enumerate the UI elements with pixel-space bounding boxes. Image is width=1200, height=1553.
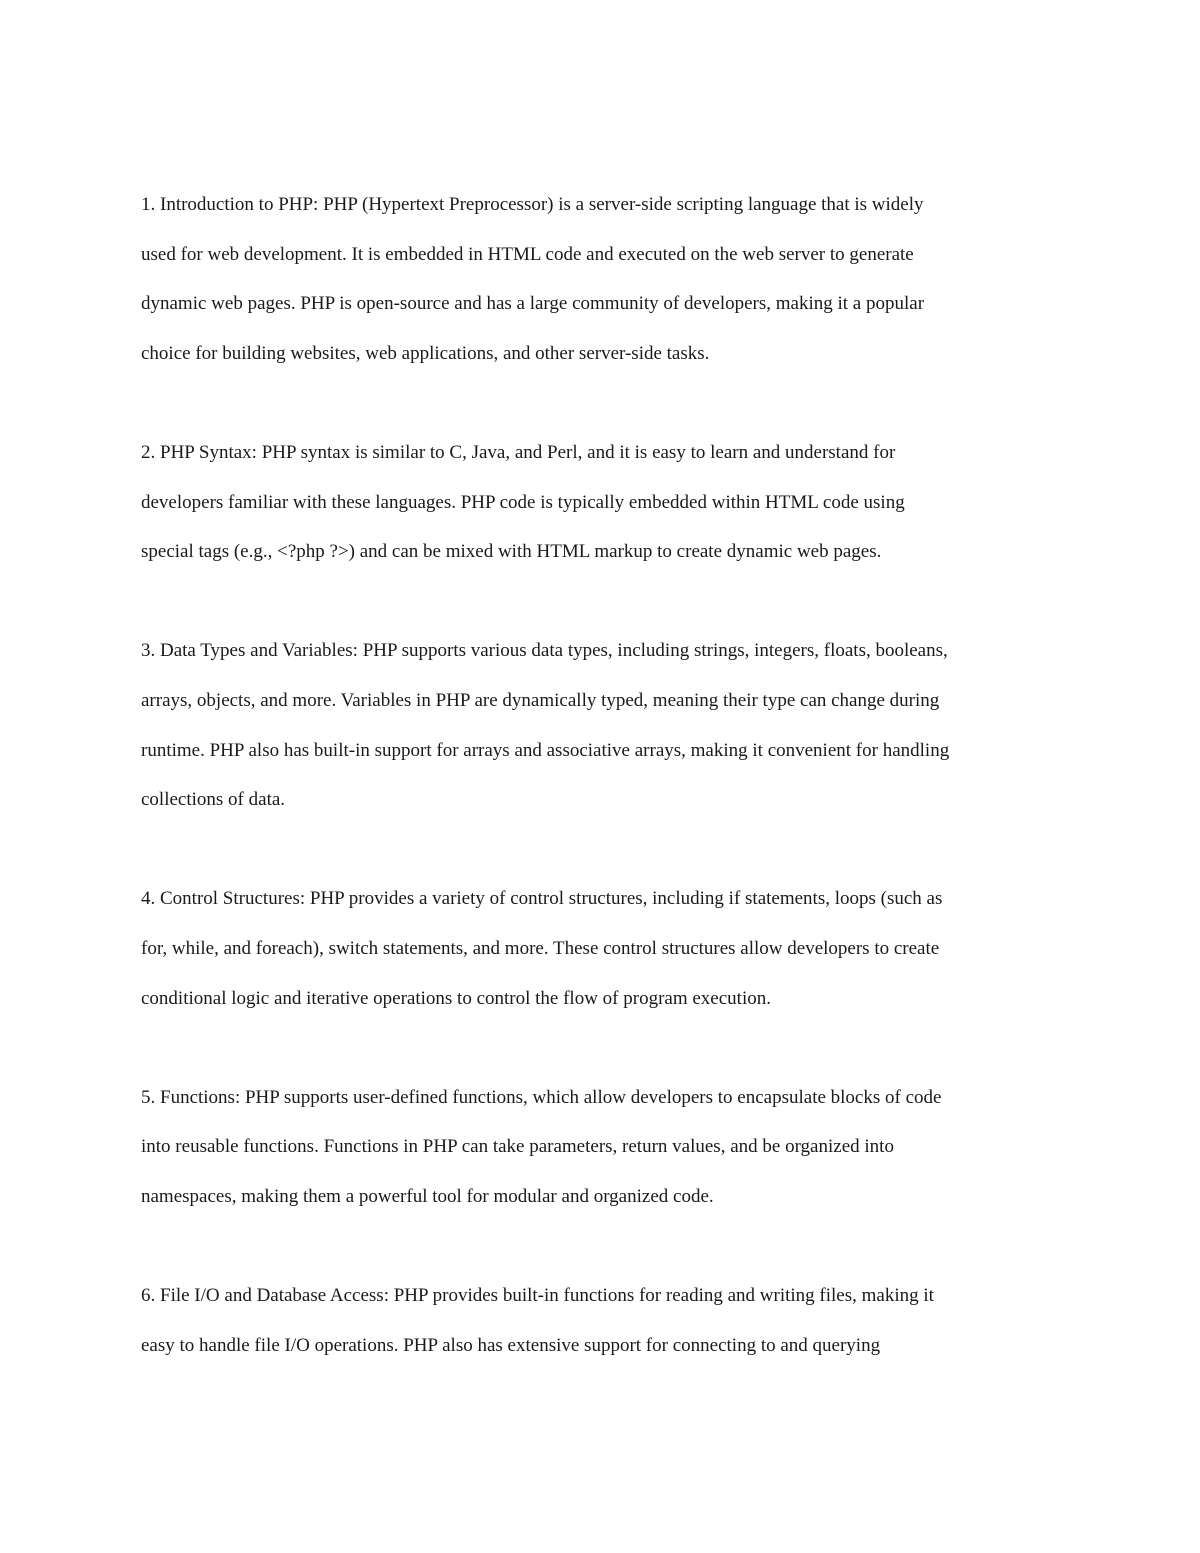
paragraph-line: developers familiar with these languages. PHP code is typically embedded within HTML code using	[141, 491, 905, 513]
paragraph-line: 2. PHP Syntax: PHP syntax is similar to C, Java, and Perl, and it is easy to learn and understand for	[141, 441, 896, 463]
paragraph-data-types	[141, 626, 1066, 824]
paragraph-introduction	[141, 180, 1066, 378]
paragraph-line: runtime. PHP also has built-in support for arrays and associative arrays, making it convenient for handling	[141, 739, 950, 761]
paragraph-control-structures	[141, 874, 1066, 1023]
paragraph-line: dynamic web pages. PHP is open-source and has a large community of developers, making it a popular	[141, 293, 925, 315]
paragraph-line: conditional logic and iterative operations to control the flow of program execution.	[141, 987, 771, 1009]
paragraph-line: special tags (e.g., <?php ?>) and can be mixed with HTML markup to create dynamic web pages.	[141, 541, 882, 563]
paragraph-line: for, while, and foreach), switch statements, and more. These control structures allow developers to create	[141, 937, 940, 959]
paragraph-file-io	[141, 1271, 1066, 1370]
paragraph-line: arrays, objects, and more. Variables in PHP are dynamically typed, meaning their type can change during	[141, 689, 940, 711]
paragraph-line: 5. Functions: PHP supports user-defined functions, which allow developers to encapsulate blocks of code	[141, 1086, 942, 1108]
paragraph-line: 6. File I/O and Database Access: PHP provides built-in functions for reading and writing files, making it	[141, 1285, 934, 1307]
paragraph-line: into reusable functions. Functions in PHP can take parameters, return values, and be organized into	[141, 1136, 894, 1158]
paragraph-line: collections of data.	[141, 789, 286, 811]
paragraph-line: choice for building websites, web applications, and other server-side tasks.	[141, 342, 710, 364]
paragraph-line: namespaces, making them a powerful tool for modular and organized code.	[141, 1185, 714, 1207]
document-body	[141, 180, 1066, 1420]
paragraph-line: easy to handle file I/O operations. PHP also has extensive support for connecting to and querying	[141, 1334, 881, 1356]
paragraph-line: used for web development. It is embedded in HTML code and executed on the web server to generate	[141, 243, 914, 265]
paragraph-line: 4. Control Structures: PHP provides a variety of control structures, including if statements, loops (such as	[141, 888, 943, 910]
paragraph-line: 1. Introduction to PHP: PHP (Hypertext Preprocessor) is a server-side scripting language that is widely	[141, 194, 924, 215]
paragraph-syntax	[141, 428, 1066, 577]
paragraph-functions	[141, 1073, 1066, 1222]
paragraph-line: 3. Data Types and Variables: PHP supports various data types, including strings, integers, floats, booleans,	[141, 640, 948, 662]
